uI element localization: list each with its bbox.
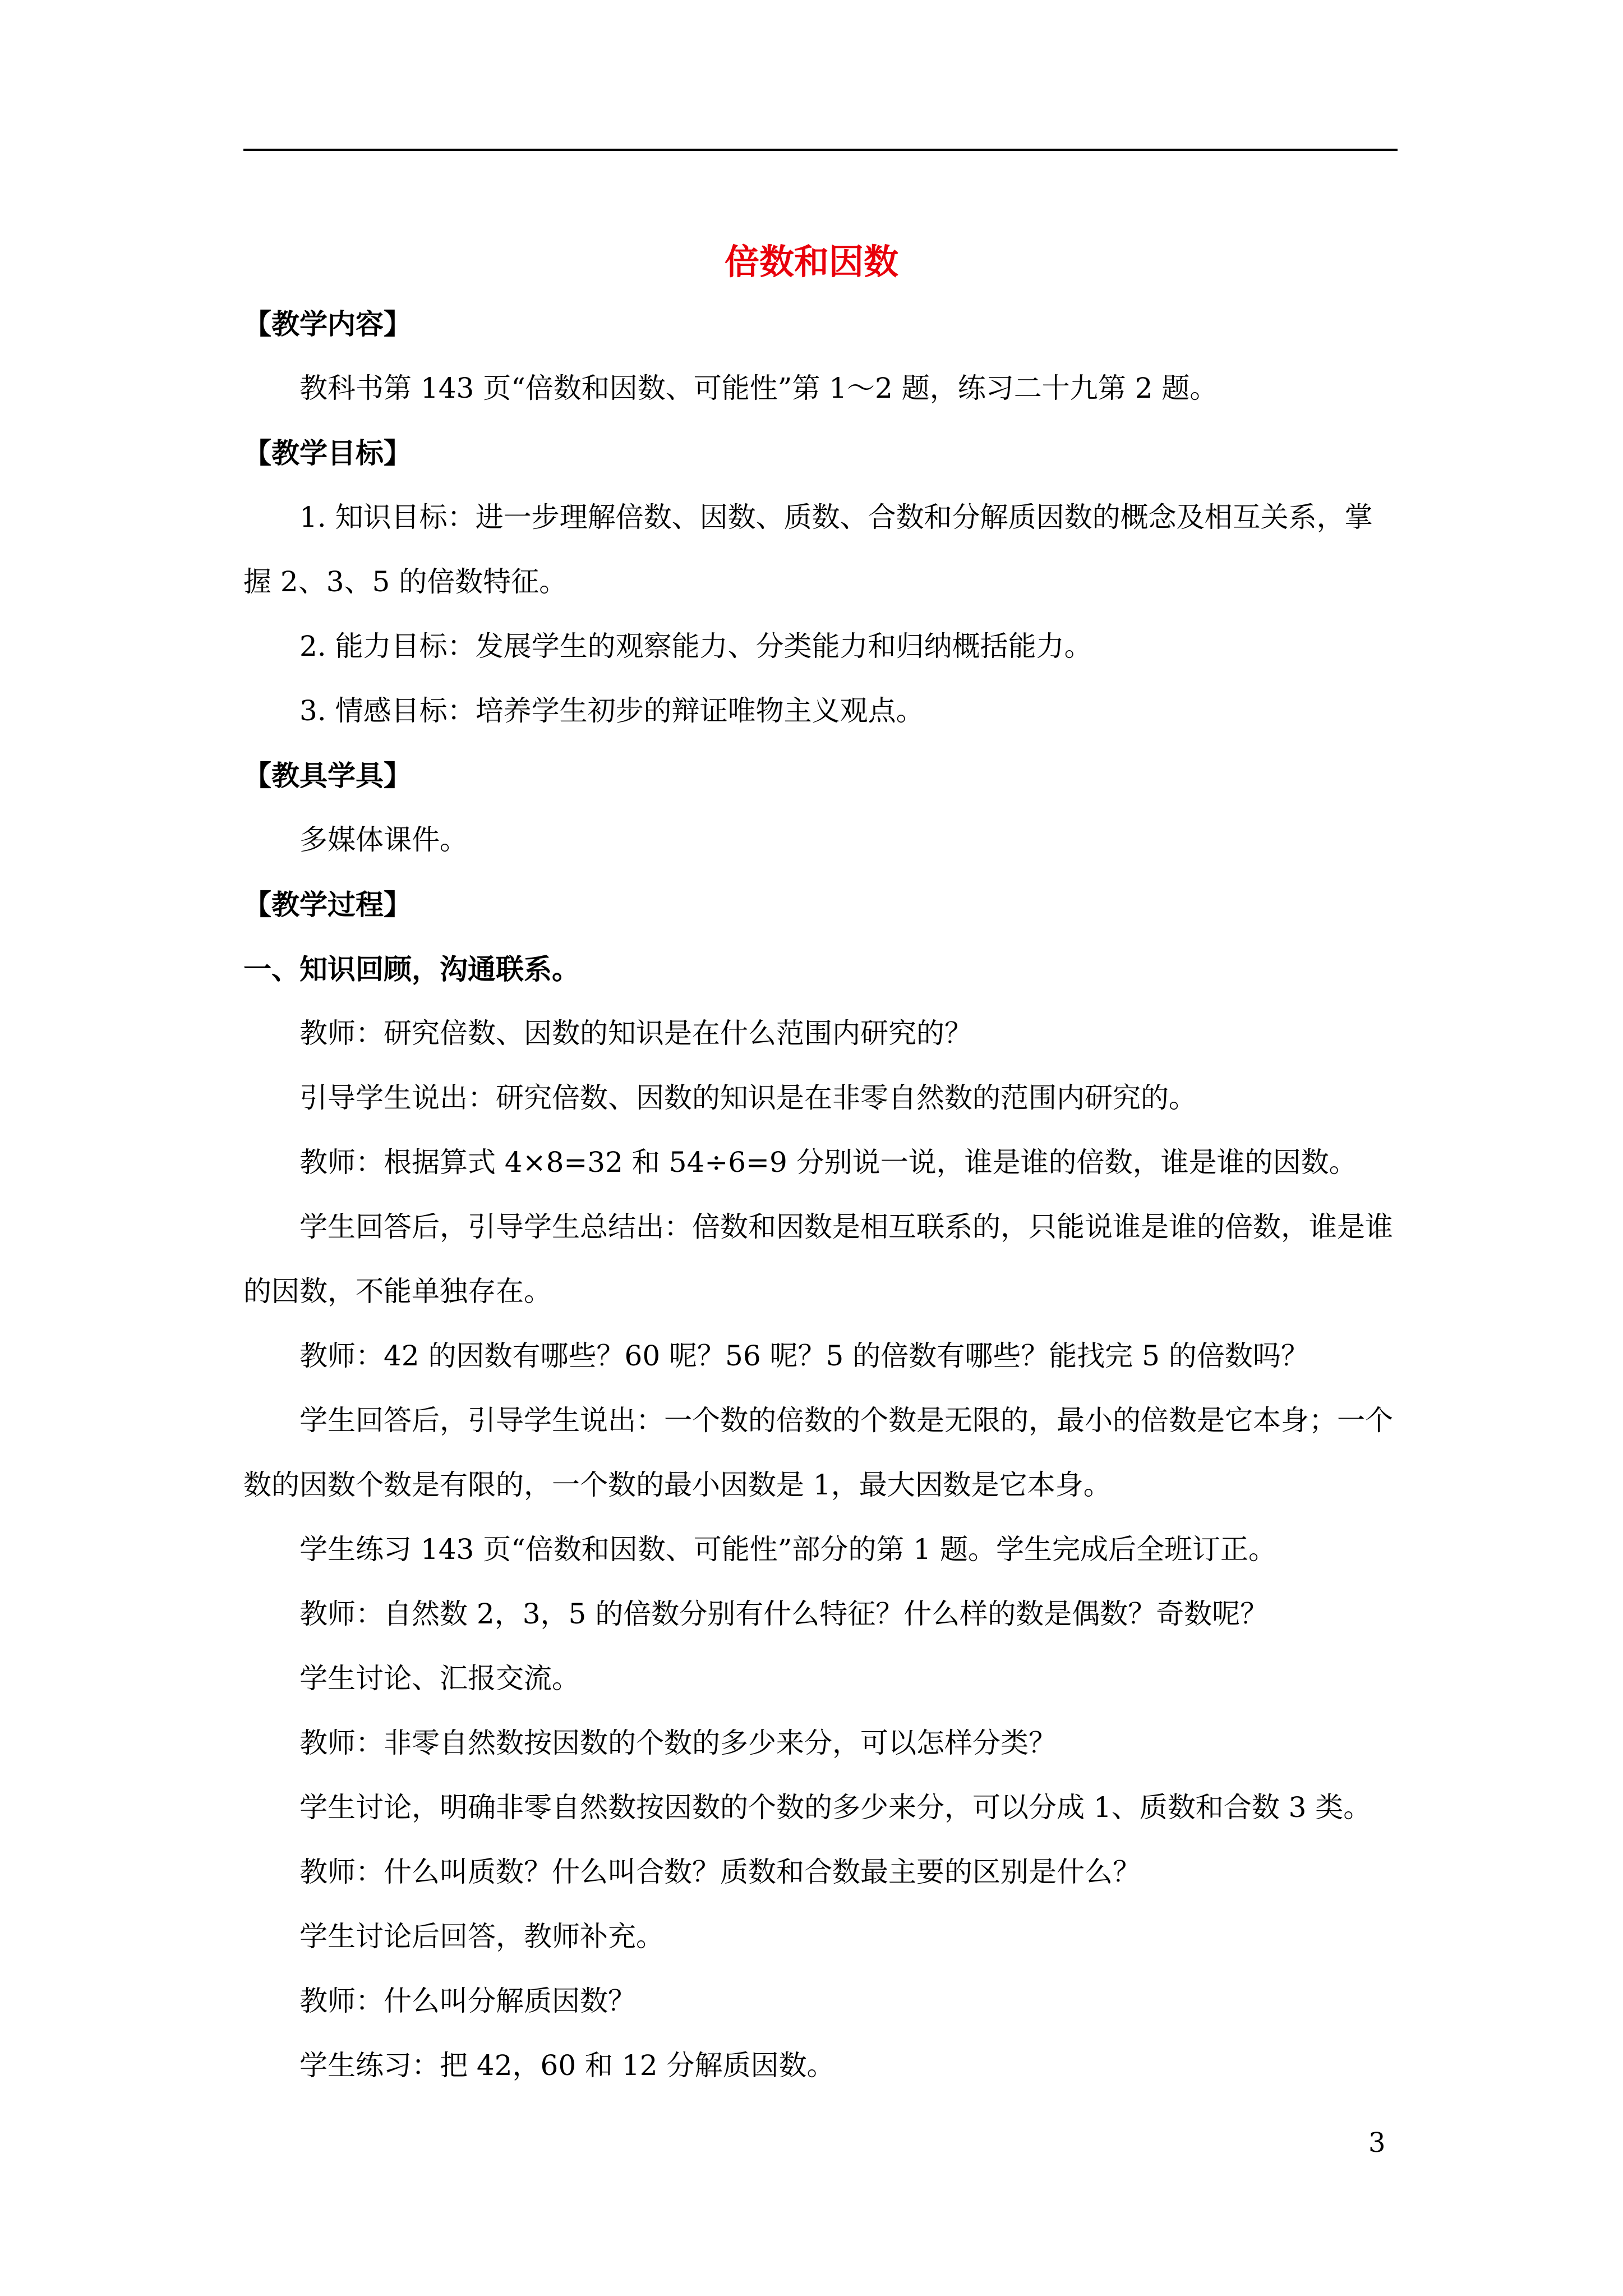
tools-text: 多媒体课件。 [299, 823, 468, 856]
section-heading-tools: 【教具学具】 [243, 759, 412, 792]
process-paragraph: 引导学生说出：研究倍数、因数的知识是在非零自然数的范围内研究的。 [299, 1082, 1197, 1114]
section-heading-process: 【教学过程】 [243, 888, 412, 921]
section-heading-content: 【教学内容】 [243, 307, 412, 341]
process-paragraph: 学生回答后，引导学生说出：一个数的倍数的个数是无限的，最小的倍数是它本身；一个数的因数个数是有限的，一个数的最小因数是 1，最大因数是它本身。 [243, 1404, 1393, 1501]
process-paragraph: 学生练习 143 页“倍数和因数、可能性”部分的第 1 题。学生完成后全班订正。 [299, 1533, 1276, 1566]
process-paragraph: 教师：研究倍数、因数的知识是在什么范围内研究的？ [299, 1017, 972, 1050]
goal-item-ability: 2. 能力目标：发展学生的观察能力、分类能力和归纳概括能力。 [299, 630, 1092, 662]
goal-item-emotion: 3. 情感目标：培养学生初步的辩证唯物主义观点。 [299, 694, 924, 727]
goal-item-knowledge: 1. 知识目标：进一步理解倍数、因数、质数、合数和分解质因数的概念及相互关系，掌握 2、3、5 的倍数特征。 [243, 501, 1373, 598]
content-text: 教科书第 143 页“倍数和因数、可能性”第 1～2 题，练习二十九第 2 题。 [299, 372, 1218, 404]
page-number: 3 [1368, 2127, 1386, 2159]
page-title: 倍数和因数 [724, 241, 898, 282]
process-paragraph: 教师：什么叫分解质因数？ [299, 1985, 636, 2017]
header-rule [243, 149, 1398, 151]
process-paragraph: 学生回答后，引导学生总结出：倍数和因数是相互联系的，只能说谁是谁的倍数，谁是谁的因数，不能单独存在。 [243, 1211, 1393, 1308]
process-subheading: 一、知识回顾，沟通联系。 [243, 953, 580, 986]
process-paragraph: 教师：什么叫质数？什么叫合数？质数和合数最主要的区别是什么？ [299, 1856, 1141, 1888]
process-paragraph: 教师：自然数 2，3，5 的倍数分别有什么特征？什么样的数是偶数？奇数呢？ [299, 1598, 1269, 1630]
process-paragraph: 教师：非零自然数按因数的个数的多少来分，可以怎样分类？ [299, 1727, 1057, 1759]
process-paragraph: 学生讨论、汇报交流。 [299, 1662, 580, 1695]
document-body [243, 292, 1398, 2098]
process-paragraph: 学生练习：把 42，60 和 12 分解质因数。 [299, 2049, 835, 2082]
section-heading-goals: 【教学目标】 [243, 436, 412, 470]
process-paragraph: 教师：42 的因数有哪些？60 呢？56 呢？5 的倍数有哪些？能找完 5 的倍数吗？ [299, 1340, 1309, 1372]
process-paragraph: 学生讨论，明确非零自然数按因数的个数的多少来分，可以分成 1、质数和合数 3 类。 [299, 1791, 1372, 1824]
process-paragraph: 学生讨论后回答，教师补充。 [299, 1920, 664, 1953]
process-paragraph: 教师：根据算式 4×8=32 和 54÷6=9 分别说一说，谁是谁的倍数，谁是谁的因数。 [299, 1146, 1357, 1179]
